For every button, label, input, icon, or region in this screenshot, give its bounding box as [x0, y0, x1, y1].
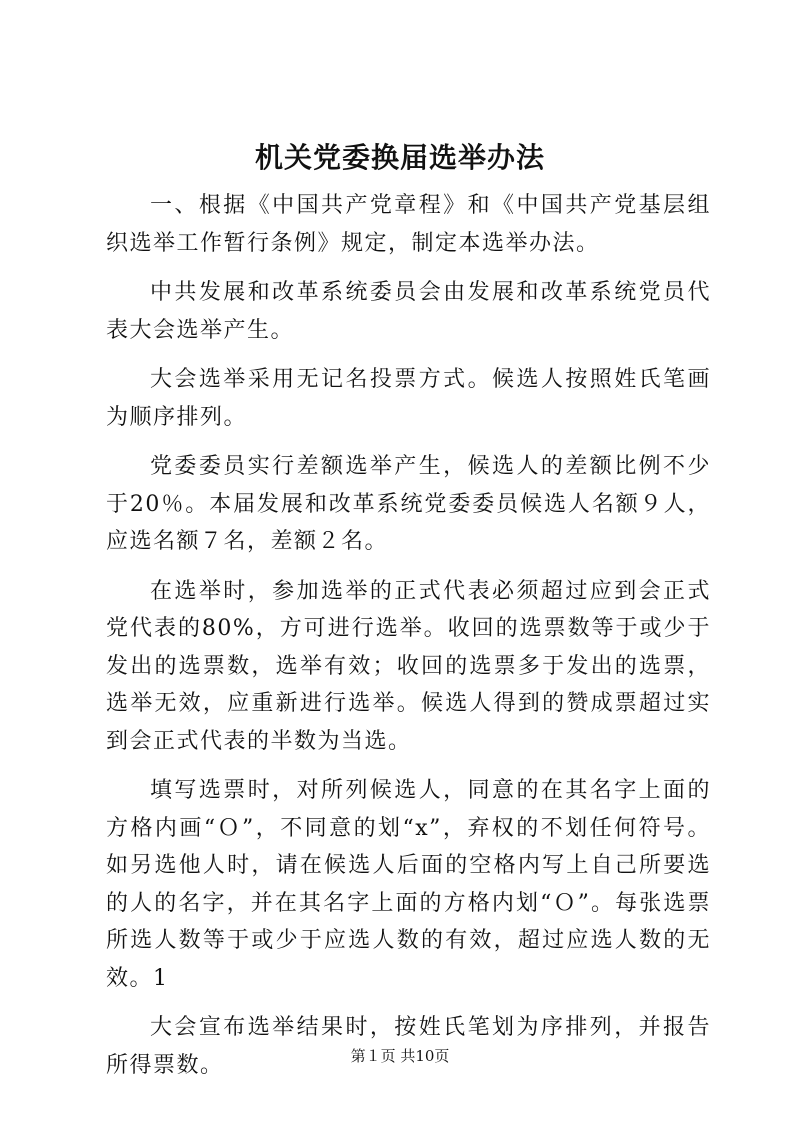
paragraph-5: 在选举时，参加选举的正式代表必须超过应到会正式党代表的80%，方可进行选举。收回的选票数等于或少于发出的选票数，选举有效；收回的选票多于发出的选票，选举无效，应重新进行选举。候选人得到的赞成票超过实到会正式代表的半数为当选。 — [106, 578, 711, 754]
paragraph-6: 填写选票时，对所列候选人，同意的在其名字上面的方格内画“Ｏ”，不同意的划“x”，弃权的不划任何符号。如另选他人时，请在候选人后面的空格内写上自己所要选的人的名字，并在其名字上面的方格内划“Ｏ”。每张选票所选人数等于或少于应选人数的有效，超过应选人数的无效。1 — [106, 778, 711, 991]
document-body — [106, 187, 711, 1096]
page-number-footer: 第１页 共10页 — [350, 1047, 450, 1065]
document-title: 机关党委换届选举办法 — [254, 141, 545, 174]
paragraph-7: 大会宣布选举结果时，按姓氏笔划为序排列，并报告所得票数。 — [106, 1015, 711, 1078]
paragraph-2: 中共发展和改革系统委员会由发展和改革系统党员代表大会选举产生。 — [106, 280, 711, 343]
paragraph-3: 大会选举采用无记名投票方式。候选人按照姓氏笔画为顺序排列。 — [106, 367, 711, 430]
paragraph-4: 党委委员实行差额选举产生，候选人的差额比例不少于20％。本届发展和改革系统党委委员候选人名额９人，应选名额７名，差额２名。 — [106, 454, 711, 554]
paragraph-1: 一、根据《中国共产党章程》和《中国共产党基层组织选举工作暂行条例》规定，制定本选举办法。 — [106, 193, 711, 256]
